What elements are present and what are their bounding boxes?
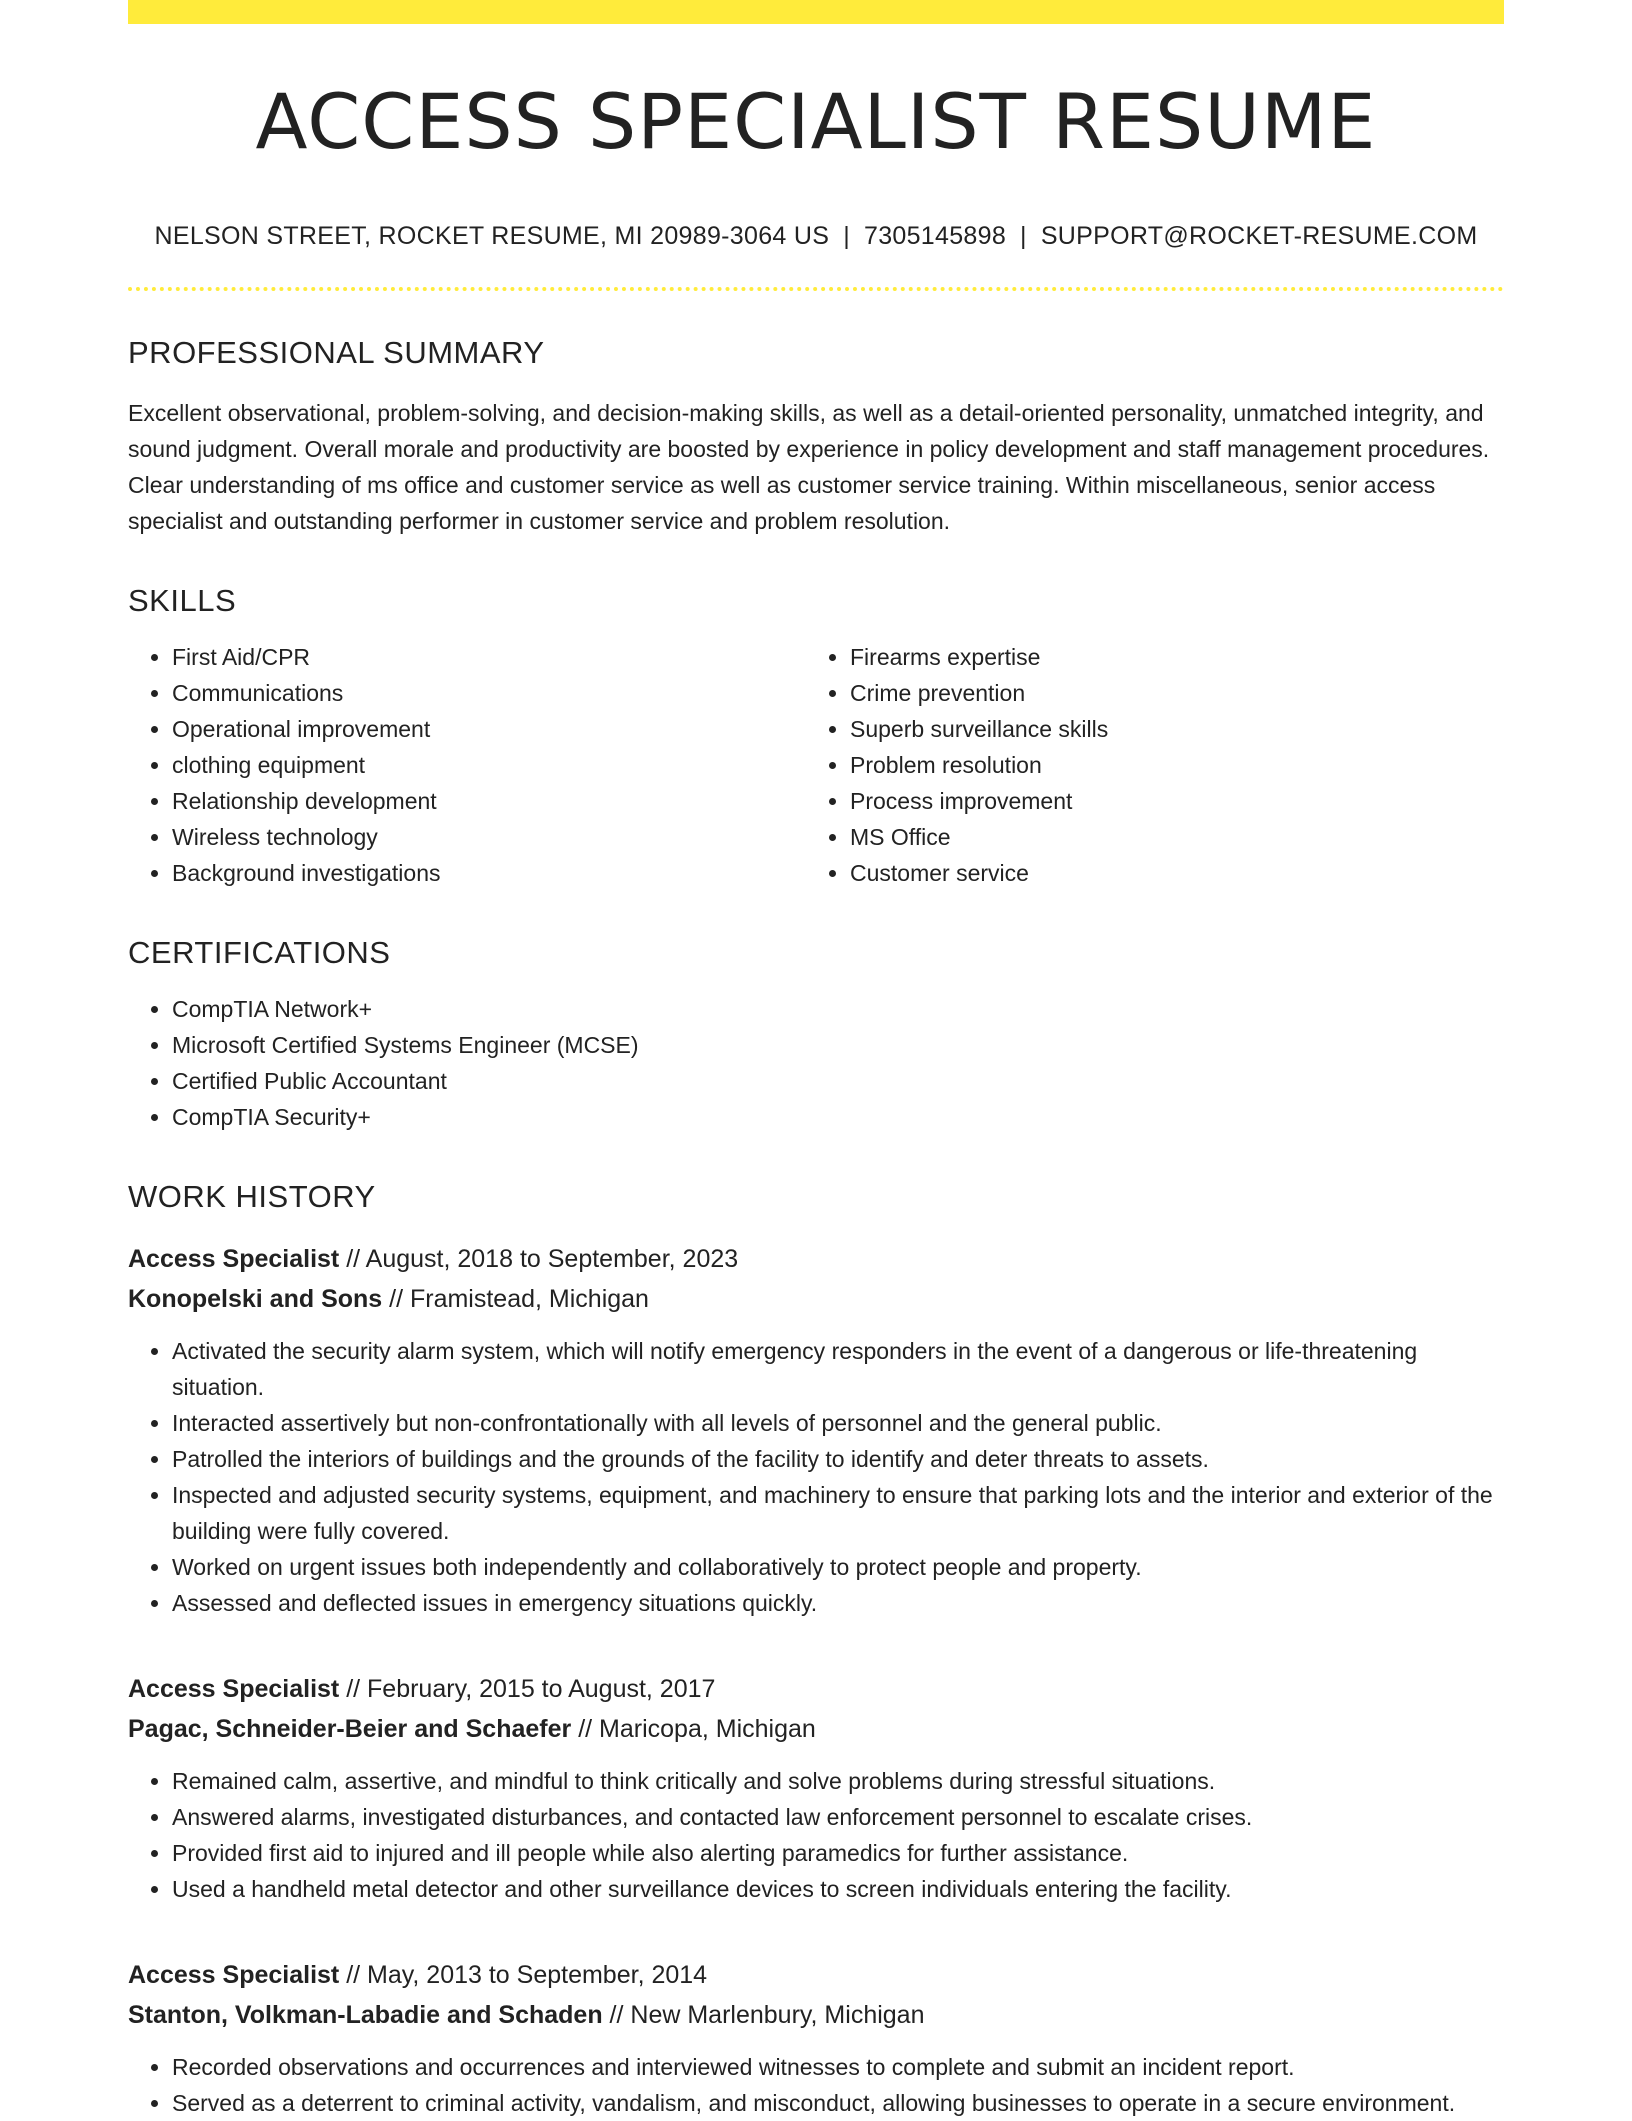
job-duty: • Assessed and deflected issues in emergency situations quickly. bbox=[172, 1585, 1504, 1621]
job-duty: • Worked on urgent issues both independently and collaboratively to protect people and property. bbox=[172, 1549, 1504, 1585]
job-duties-list bbox=[128, 1763, 1504, 1907]
job-company: Pagac, Schneider-Beier and Schaefer bbox=[128, 1715, 572, 1743]
skills-list-left bbox=[128, 639, 806, 891]
job-duty: • Activated the security alarm system, which will notify emergency responders in the event of a dangerous or life-threatening situation. bbox=[172, 1333, 1504, 1405]
skill-item: • Customer service bbox=[850, 855, 1484, 891]
certification-item: • CompTIA Security+ bbox=[172, 1099, 1504, 1135]
summary-section bbox=[128, 335, 1504, 539]
job-company-line bbox=[128, 1709, 1504, 1749]
certification-item: • Microsoft Certified Systems Engineer (MCSE) bbox=[172, 1027, 1504, 1063]
job-dates: // May, 2013 to September, 2014 bbox=[339, 1961, 708, 1989]
summary-heading: PROFESSIONAL SUMMARY bbox=[128, 335, 545, 370]
job-company-line bbox=[128, 1995, 1504, 2035]
job-role-line bbox=[128, 1955, 1504, 1995]
skill-item: • Background investigations bbox=[172, 855, 806, 891]
skill-item: • Superb surveillance skills bbox=[850, 711, 1484, 747]
job-duty: • Served as a deterrent to criminal activity, vandalism, and misconduct, allowing businesses to operate in a secure environment. bbox=[172, 2085, 1504, 2121]
certifications-heading: CERTIFICATIONS bbox=[128, 935, 391, 970]
job-duty: • Inspected and adjusted security systems, equipment, and machinery to ensure that parking lots and the interior and exterior of the building were fully covered. bbox=[172, 1477, 1504, 1549]
job-duty: • Used a handheld metal detector and other surveillance devices to screen individuals entering the facility. bbox=[172, 1871, 1504, 1907]
job-role: Access Specialist bbox=[128, 1961, 340, 1989]
skills-section bbox=[128, 583, 1504, 891]
job-duty: • Remained calm, assertive, and mindful to think critically and solve problems during stressful situations. bbox=[172, 1763, 1504, 1799]
summary-text: Excellent observational, problem-solving, and decision-making skills, as well as a detail-oriented personality, unmatched integrity, and sound judgment. Overall morale and productivity are boosted by experience in policy development and staff management procedures. Clear understanding of ms office and customer service as well as customer service training. Within miscellaneous, senior access specialist and outstanding performer in customer service and problem resolution. bbox=[128, 400, 1490, 534]
skill-item: • Problem resolution bbox=[850, 747, 1484, 783]
address-text: NELSON STREET, ROCKET RESUME, MI 20989-3064 US bbox=[154, 222, 830, 250]
job-duty: • Patrolled the interiors of buildings and the grounds of the facility to identify and deter threats to assets. bbox=[172, 1441, 1504, 1477]
job-dates: // February, 2015 to August, 2017 bbox=[339, 1675, 716, 1703]
job-company: Konopelski and Sons bbox=[128, 1285, 383, 1313]
job-entry bbox=[128, 1239, 1504, 1621]
skill-item: • Operational improvement bbox=[172, 711, 806, 747]
job-duty: • Provided first aid to injured and ill people while also alerting paramedics for further assistance. bbox=[172, 1835, 1504, 1871]
skills-heading: SKILLS bbox=[128, 583, 237, 618]
job-duties-list bbox=[128, 2049, 1504, 2121]
skill-item: • Process improvement bbox=[850, 783, 1484, 819]
top-accent-bar bbox=[128, 0, 1504, 24]
email-text: SUPPORT@ROCKET-RESUME.COM bbox=[1040, 222, 1478, 250]
job-entry bbox=[128, 1955, 1504, 2121]
phone-text: 7305145898 bbox=[863, 222, 1007, 250]
job-location: // New Marlenbury, Michigan bbox=[602, 2001, 925, 2029]
job-role: Access Specialist bbox=[128, 1675, 340, 1703]
skill-item: • MS Office bbox=[850, 819, 1484, 855]
job-location: // Maricopa, Michigan bbox=[571, 1715, 816, 1743]
skill-item: • clothing equipment bbox=[172, 747, 806, 783]
contact-line bbox=[128, 222, 1504, 251]
certification-item: • CompTIA Network+ bbox=[172, 991, 1504, 1027]
certifications-section bbox=[128, 935, 1504, 1135]
job-entry bbox=[128, 1669, 1504, 1907]
job-duty: • Answered alarms, investigated disturbances, and contacted law enforcement personnel to escalate crises. bbox=[172, 1799, 1504, 1835]
resume-title: ACCESS SPECIALIST RESUME bbox=[255, 77, 1377, 166]
certifications-list bbox=[128, 991, 1504, 1135]
job-location: // Framistead, Michigan bbox=[382, 1285, 649, 1313]
contact-separator: | bbox=[1020, 222, 1027, 250]
certification-item: • Certified Public Accountant bbox=[172, 1063, 1504, 1099]
work-history-heading: WORK HISTORY bbox=[128, 1179, 376, 1214]
work-history-section bbox=[128, 1179, 1504, 2121]
job-duties-list bbox=[128, 1333, 1504, 1621]
skill-item: • Communications bbox=[172, 675, 806, 711]
job-role-line bbox=[128, 1239, 1504, 1279]
job-role-line bbox=[128, 1669, 1504, 1709]
skill-item: • Wireless technology bbox=[172, 819, 806, 855]
job-duty: • Interacted assertively but non-confrontationally with all levels of personnel and the general public. bbox=[172, 1405, 1504, 1441]
job-duty: • Recorded observations and occurrences and interviewed witnesses to complete and submit an incident report. bbox=[172, 2049, 1504, 2085]
skill-item: • Crime prevention bbox=[850, 675, 1484, 711]
skills-list-right bbox=[806, 639, 1484, 891]
job-company: Stanton, Volkman-Labadie and Schaden bbox=[128, 2001, 603, 2029]
job-role: Access Specialist bbox=[128, 1245, 340, 1273]
dotted-divider bbox=[128, 287, 1504, 291]
resume-page bbox=[128, 0, 1504, 2121]
job-dates: // August, 2018 to September, 2023 bbox=[339, 1245, 739, 1273]
skills-grid bbox=[128, 639, 1504, 891]
skill-item: • Relationship development bbox=[172, 783, 806, 819]
job-company-line bbox=[128, 1279, 1504, 1319]
skill-item: • First Aid/CPR bbox=[172, 639, 806, 675]
skill-item: • Firearms expertise bbox=[850, 639, 1484, 675]
contact-separator: | bbox=[843, 222, 850, 250]
